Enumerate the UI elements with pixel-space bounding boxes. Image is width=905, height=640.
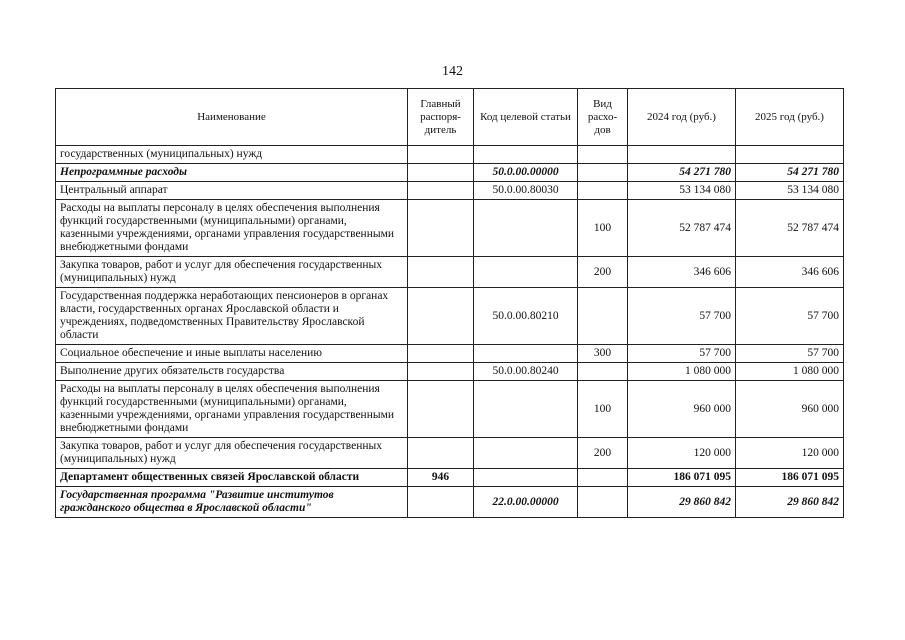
cell-type: 300 xyxy=(578,345,628,363)
cell-2025: 120 000 xyxy=(736,438,844,469)
cell-2025: 53 134 080 xyxy=(736,182,844,200)
cell-name: Расходы на выплаты персоналу в целях обеспечения выполнения функций государственными (муниципальными) органами, казенными учреждениями, органами управления государственными внебюджетными фондами xyxy=(56,200,408,257)
cell-code xyxy=(474,345,578,363)
cell-2024: 120 000 xyxy=(628,438,736,469)
cell-type xyxy=(578,164,628,182)
cell-2024: 960 000 xyxy=(628,381,736,438)
cell-code: 22.0.00.00000 xyxy=(474,487,578,518)
cell-type: 200 xyxy=(578,438,628,469)
cell-2024: 29 860 842 xyxy=(628,487,736,518)
page-number: 142 xyxy=(442,64,463,79)
header-org: Главный распоря-дитель xyxy=(408,89,474,146)
cell-name: Социальное обеспечение и иные выплаты населению xyxy=(56,345,408,363)
cell-type: 200 xyxy=(578,257,628,288)
header-2024: 2024 год (руб.) xyxy=(628,89,736,146)
cell-name: Государственная поддержка неработающих пенсионеров в органах власти, государственных органах Ярославской области и учреждениях, подведомственных Правительству Ярославской области xyxy=(56,288,408,345)
cell-org xyxy=(408,200,474,257)
cell-2024 xyxy=(628,146,736,164)
table-row xyxy=(56,288,844,345)
cell-org xyxy=(408,381,474,438)
cell-code xyxy=(474,257,578,288)
cell-2024: 186 071 095 xyxy=(628,469,736,487)
cell-code: 50.0.00.80240 xyxy=(474,363,578,381)
cell-type: 100 xyxy=(578,381,628,438)
cell-type xyxy=(578,469,628,487)
cell-name: Центральный аппарат xyxy=(56,182,408,200)
table-row xyxy=(56,164,844,182)
cell-type xyxy=(578,288,628,345)
table-row xyxy=(56,438,844,469)
cell-code: 50.0.00.80210 xyxy=(474,288,578,345)
cell-org xyxy=(408,487,474,518)
cell-type xyxy=(578,146,628,164)
table-row xyxy=(56,469,844,487)
table-row xyxy=(56,182,844,200)
cell-code: 50.0.00.80030 xyxy=(474,182,578,200)
header-name: Наименование xyxy=(56,89,408,146)
cell-type: 100 xyxy=(578,200,628,257)
cell-name: Департамент общественных связей Ярославской области xyxy=(56,469,408,487)
cell-type xyxy=(578,182,628,200)
cell-2025: 57 700 xyxy=(736,288,844,345)
cell-2025: 52 787 474 xyxy=(736,200,844,257)
cell-org xyxy=(408,257,474,288)
cell-2025: 346 606 xyxy=(736,257,844,288)
table-row xyxy=(56,381,844,438)
table-row xyxy=(56,363,844,381)
table-row xyxy=(56,146,844,164)
cell-type xyxy=(578,363,628,381)
table-row xyxy=(56,345,844,363)
cell-org xyxy=(408,363,474,381)
cell-name: Закупка товаров, работ и услуг для обеспечения государственных (муниципальных) нужд xyxy=(56,257,408,288)
cell-type xyxy=(578,487,628,518)
cell-org xyxy=(408,164,474,182)
cell-code: 50.0.00.00000 xyxy=(474,164,578,182)
table-row xyxy=(56,200,844,257)
cell-2024: 57 700 xyxy=(628,345,736,363)
cell-2025: 1 080 000 xyxy=(736,363,844,381)
cell-2024: 54 271 780 xyxy=(628,164,736,182)
cell-code xyxy=(474,381,578,438)
cell-2025 xyxy=(736,146,844,164)
cell-name: Расходы на выплаты персоналу в целях обеспечения выполнения функций государственными (муниципальными) органами, казенными учреждениями, органами управления государственными внебюджетными фондами xyxy=(56,381,408,438)
cell-code xyxy=(474,200,578,257)
cell-2025: 186 071 095 xyxy=(736,469,844,487)
cell-name: Выполнение других обязательств государства xyxy=(56,363,408,381)
cell-name: Государственная программа "Развитие институтов гражданского общества в Ярославской области" xyxy=(56,487,408,518)
table-header-row xyxy=(56,89,844,146)
cell-2024: 57 700 xyxy=(628,288,736,345)
cell-code xyxy=(474,438,578,469)
cell-name: Непрограммные расходы xyxy=(56,164,408,182)
cell-2025: 29 860 842 xyxy=(736,487,844,518)
cell-code xyxy=(474,146,578,164)
cell-name: Закупка товаров, работ и услуг для обеспечения государственных (муниципальных) нужд xyxy=(56,438,408,469)
cell-name: государственных (муниципальных) нужд xyxy=(56,146,408,164)
header-2025: 2025 год (руб.) xyxy=(736,89,844,146)
header-type: Вид расхо-дов xyxy=(578,89,628,146)
cell-2024: 53 134 080 xyxy=(628,182,736,200)
cell-2024: 346 606 xyxy=(628,257,736,288)
budget-table xyxy=(55,88,844,518)
cell-org xyxy=(408,345,474,363)
cell-2025: 57 700 xyxy=(736,345,844,363)
cell-2024: 52 787 474 xyxy=(628,200,736,257)
cell-code xyxy=(474,469,578,487)
cell-org xyxy=(408,182,474,200)
cell-org xyxy=(408,438,474,469)
table-row xyxy=(56,257,844,288)
table-row xyxy=(56,487,844,518)
cell-2024: 1 080 000 xyxy=(628,363,736,381)
cell-org xyxy=(408,146,474,164)
cell-2025: 960 000 xyxy=(736,381,844,438)
cell-org xyxy=(408,288,474,345)
cell-org: 946 xyxy=(408,469,474,487)
header-code: Код целевой статьи xyxy=(474,89,578,146)
cell-2025: 54 271 780 xyxy=(736,164,844,182)
